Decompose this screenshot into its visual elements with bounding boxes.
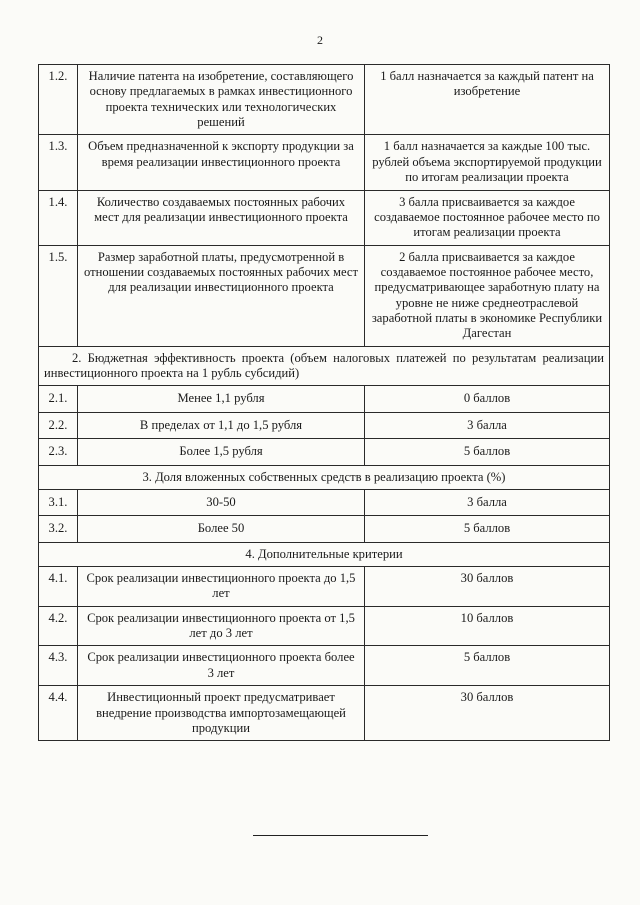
criterion-row (39, 646, 610, 686)
section-title: 3. Доля вложенных собственных средств в реализацию проекта (%) (39, 465, 610, 489)
criterion-name: Более 1,5 рубля (78, 439, 365, 465)
criterion-score: 30 баллов (365, 686, 610, 741)
criterion-row (39, 686, 610, 741)
criterion-row (39, 65, 610, 135)
criterion-score: 5 баллов (365, 646, 610, 686)
criterion-name: Срок реализации инвестиционного проекта более 3 лет (78, 646, 365, 686)
criterion-score: 3 балла (365, 412, 610, 438)
criterion-score: 2 балла присваивается за каждое создаваемое постоянное рабочее место, предусматривающее заработную плату на уровне не ниже среднеотраслевой заработной платы в экономике Республики Дагестан (365, 245, 610, 346)
criterion-name: В пределах от 1,1 до 1,5 рубля (78, 412, 365, 438)
criterion-score: 5 баллов (365, 516, 610, 542)
criterion-score: 1 балл назначается за каждые 100 тыс. рублей объема экспортируемой продукции по итогам реализации проекта (365, 135, 610, 190)
criterion-name: Объем предназначенной к экспорту продукции за время реализации инвестиционного проекта (78, 135, 365, 190)
criterion-score: 30 баллов (365, 566, 610, 606)
criterion-name: Срок реализации инвестиционного проекта до 1,5 лет (78, 566, 365, 606)
criterion-number: 3.1. (39, 489, 78, 515)
criterion-row (39, 190, 610, 245)
section-header-row (39, 346, 610, 386)
criterion-row (39, 135, 610, 190)
criteria-table (38, 64, 610, 741)
criterion-name: Инвестиционный проект предусматривает внедрение производства импортозамещающей продукции (78, 686, 365, 741)
criterion-row (39, 439, 610, 465)
criterion-row (39, 489, 610, 515)
criterion-number: 1.3. (39, 135, 78, 190)
criterion-name: Менее 1,1 рубля (78, 386, 365, 412)
criterion-number: 1.2. (39, 65, 78, 135)
criterion-number: 2.1. (39, 386, 78, 412)
criterion-score: 0 баллов (365, 386, 610, 412)
criterion-number: 4.1. (39, 566, 78, 606)
criterion-score: 3 балла присваивается за каждое создаваемое постоянное рабочее место по итогам реализации проекта (365, 190, 610, 245)
criterion-row (39, 516, 610, 542)
criterion-number: 4.4. (39, 686, 78, 741)
criterion-name: Размер заработной платы, предусмотренной в отношении создаваемых постоянных рабочих мест для реализации инвестиционного проекта (78, 245, 365, 346)
criterion-score: 3 балла (365, 489, 610, 515)
criterion-name: Наличие патента на изобретение, составляющего основу предлагаемых в рамках инвестиционного проекта технических или технологических решений (78, 65, 365, 135)
criteria-table-body (39, 65, 610, 741)
criterion-number: 3.2. (39, 516, 78, 542)
criterion-number: 4.3. (39, 646, 78, 686)
criterion-score: 1 балл назначается за каждый патент на изобретение (365, 65, 610, 135)
section-title: 2. Бюджетная эффективность проекта (объем налоговых платежей по результатам реализации инвестиционного проекта на 1 рубль субсидий) (39, 346, 610, 386)
criterion-name: Более 50 (78, 516, 365, 542)
page-number: 2 (317, 33, 323, 47)
criterion-number: 2.3. (39, 439, 78, 465)
criterion-row (39, 412, 610, 438)
criterion-number: 1.5. (39, 245, 78, 346)
criterion-row (39, 566, 610, 606)
criterion-number: 1.4. (39, 190, 78, 245)
criterion-row (39, 386, 610, 412)
criterion-name: 30-50 (78, 489, 365, 515)
closing-line (253, 835, 428, 836)
criterion-number: 4.2. (39, 606, 78, 646)
section-title: 4. Дополнительные критерии (39, 542, 610, 566)
section-header-row (39, 542, 610, 566)
criterion-name: Количество создаваемых постоянных рабочих мест для реализации инвестиционного проекта (78, 190, 365, 245)
criterion-row (39, 245, 610, 346)
criterion-score: 10 баллов (365, 606, 610, 646)
criterion-score: 5 баллов (365, 439, 610, 465)
section-header-row (39, 465, 610, 489)
criterion-name: Срок реализации инвестиционного проекта от 1,5 лет до 3 лет (78, 606, 365, 646)
criterion-row (39, 606, 610, 646)
criterion-number: 2.2. (39, 412, 78, 438)
